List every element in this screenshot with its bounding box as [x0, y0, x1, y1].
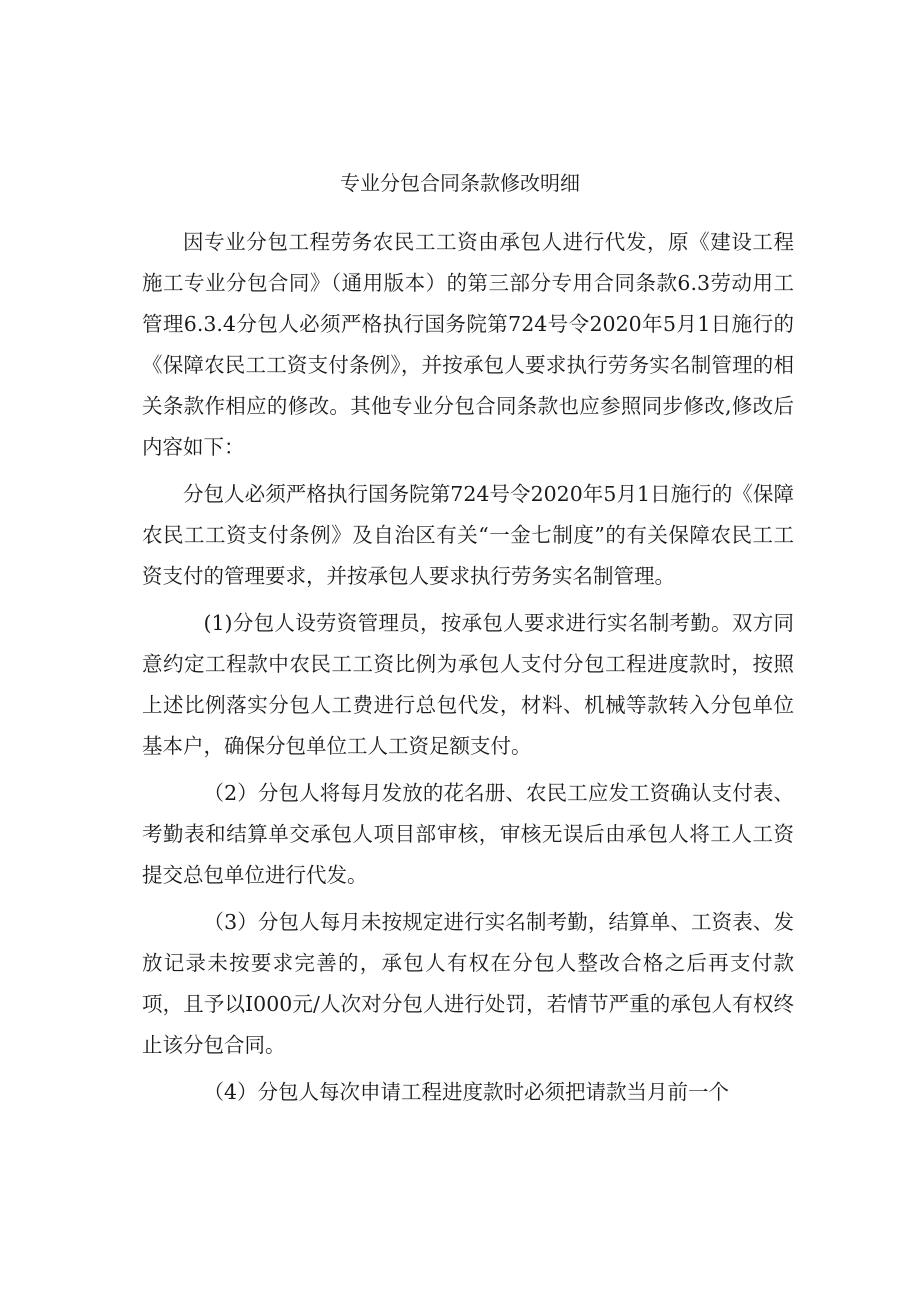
clause-item-3: （3）分包人每月未按规定进行实名制考勤，结算单、工资表、发放记录未按要求完善的，承包人有权在分包人整改合格之后再支付款项，且予以I000元/人次对分包人进行处罚，若情节严重的承包人有权终止该分包合同。 [142, 910, 794, 1057]
clause-item-2: （2）分包人将每月发放的花名册、农民工应发工资确认支付表、考勤表和结算单交承包人项目部审核，审核无误后由承包人将工人工资提交总包单位进行代发。 [142, 781, 794, 887]
clause-item-1: (1)分包人设劳资管理员，按承包人要求进行实名制考勤。双方同意约定工程款中农民工工资比例为承包人支付分包工程进度款时，按照上述比例落实分包人工费进行总包代发，材料、机械等款转入分包单位基本户，确保分包单位工人工资足额支付。 [142, 611, 794, 758]
requirement-paragraph: 分包人必须严格执行国务院第724号令2020年5月1日施行的《保障农民工工资支付条例》及自治区有关“一金七制度”的有关保障农民工工资支付的管理要求，并按承包人要求执行劳务实名制管理。 [142, 482, 794, 588]
clause-item-4: （4）分包人每次申请工程进度款时必须把请款当月前一个 [203, 1080, 730, 1104]
document-title: 专业分包合同条款修改明细 [340, 171, 580, 195]
document-body [142, 222, 794, 1113]
intro-paragraph: 因专业分包工程劳务农民工工资由承包人进行代发，原《建设工程施工专业分包合同》（通用版本）的第三部分专用合同条款6.3劳动用工管理6.3.4分包人必须严格执行国务院第724号令2020年5月1日施行的《保障农民工工资支付条例》，并按承包人要求执行劳务实名制管理的相关条款作相应的修改。其他专业分包合同条款也应参照同步修改,修改后内容如下： [142, 230, 794, 459]
